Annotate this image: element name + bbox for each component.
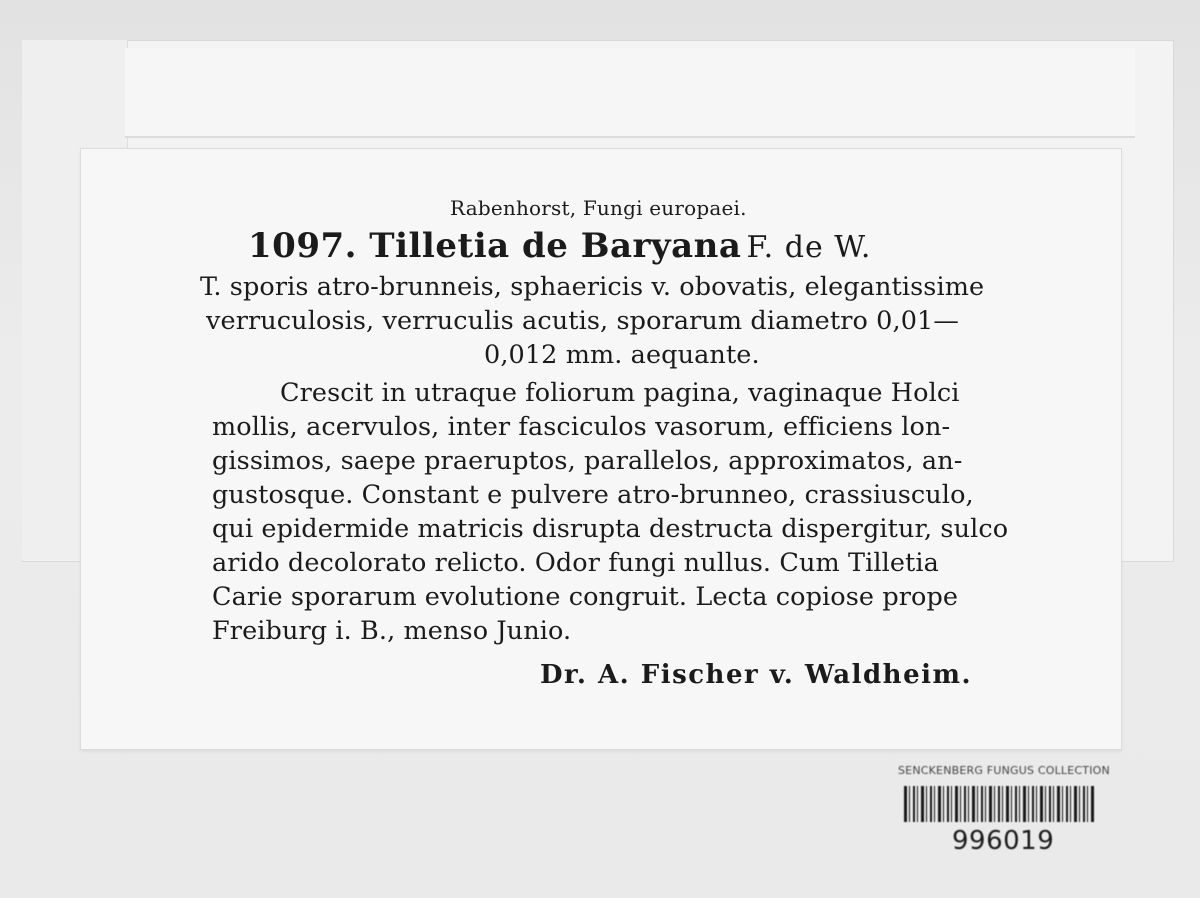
series-heading: Rabenhorst, Fungi europaei. (450, 196, 747, 220)
diagnosis-line-2: verruculosis, verruculis acutis, sporarum diametro 0,01— (206, 306, 959, 336)
description-line-2: mollis, acervulos, inter fasciculos vasorum, efficiens lon- (212, 412, 951, 442)
taxon-heading (248, 226, 871, 266)
specimen-barcode (890, 760, 1120, 870)
packet-top-flap (125, 48, 1135, 138)
description-line-3: gissimos, saepe praeruptos, parallelos, approximatos, an- (212, 446, 963, 476)
diagnosis-line-3: 0,012 mm. aequante. (484, 340, 760, 370)
description-line-6: arido decolorato relicto. Odor fungi nullus. Cum Tilletia (212, 548, 939, 578)
taxon-title: 1097. Tilletia de Baryana (248, 226, 742, 266)
barcode-number: 996019 (952, 826, 1055, 856)
description-line-7: Carie sporarum evolutione congruit. Lecta copiose prope (212, 582, 959, 612)
diagnosis-line-1: T. sporis atro-brunneis, sphaericis v. obovatis, elegantissime (200, 272, 985, 302)
description-line-8: Freiburg i. B., menso Junio. (212, 616, 572, 646)
taxon-author: F. de W. (746, 230, 872, 265)
collector-signature: Dr. A. Fischer v. Waldheim. (540, 660, 973, 690)
description-line-1: Crescit in utraque foliorum pagina, vaginaque Holci (280, 378, 960, 408)
barcode-caption: SENCKENBERG FUNGUS COLLECTION (898, 764, 1110, 777)
description-line-5: qui epidermide matricis disrupta destructa dispergitur, sulco (212, 514, 1009, 544)
description-line-4: gustosque. Constant e pulvere atro-brunneo, crassiusculo, (212, 480, 974, 510)
barcode-bars (904, 786, 1094, 822)
